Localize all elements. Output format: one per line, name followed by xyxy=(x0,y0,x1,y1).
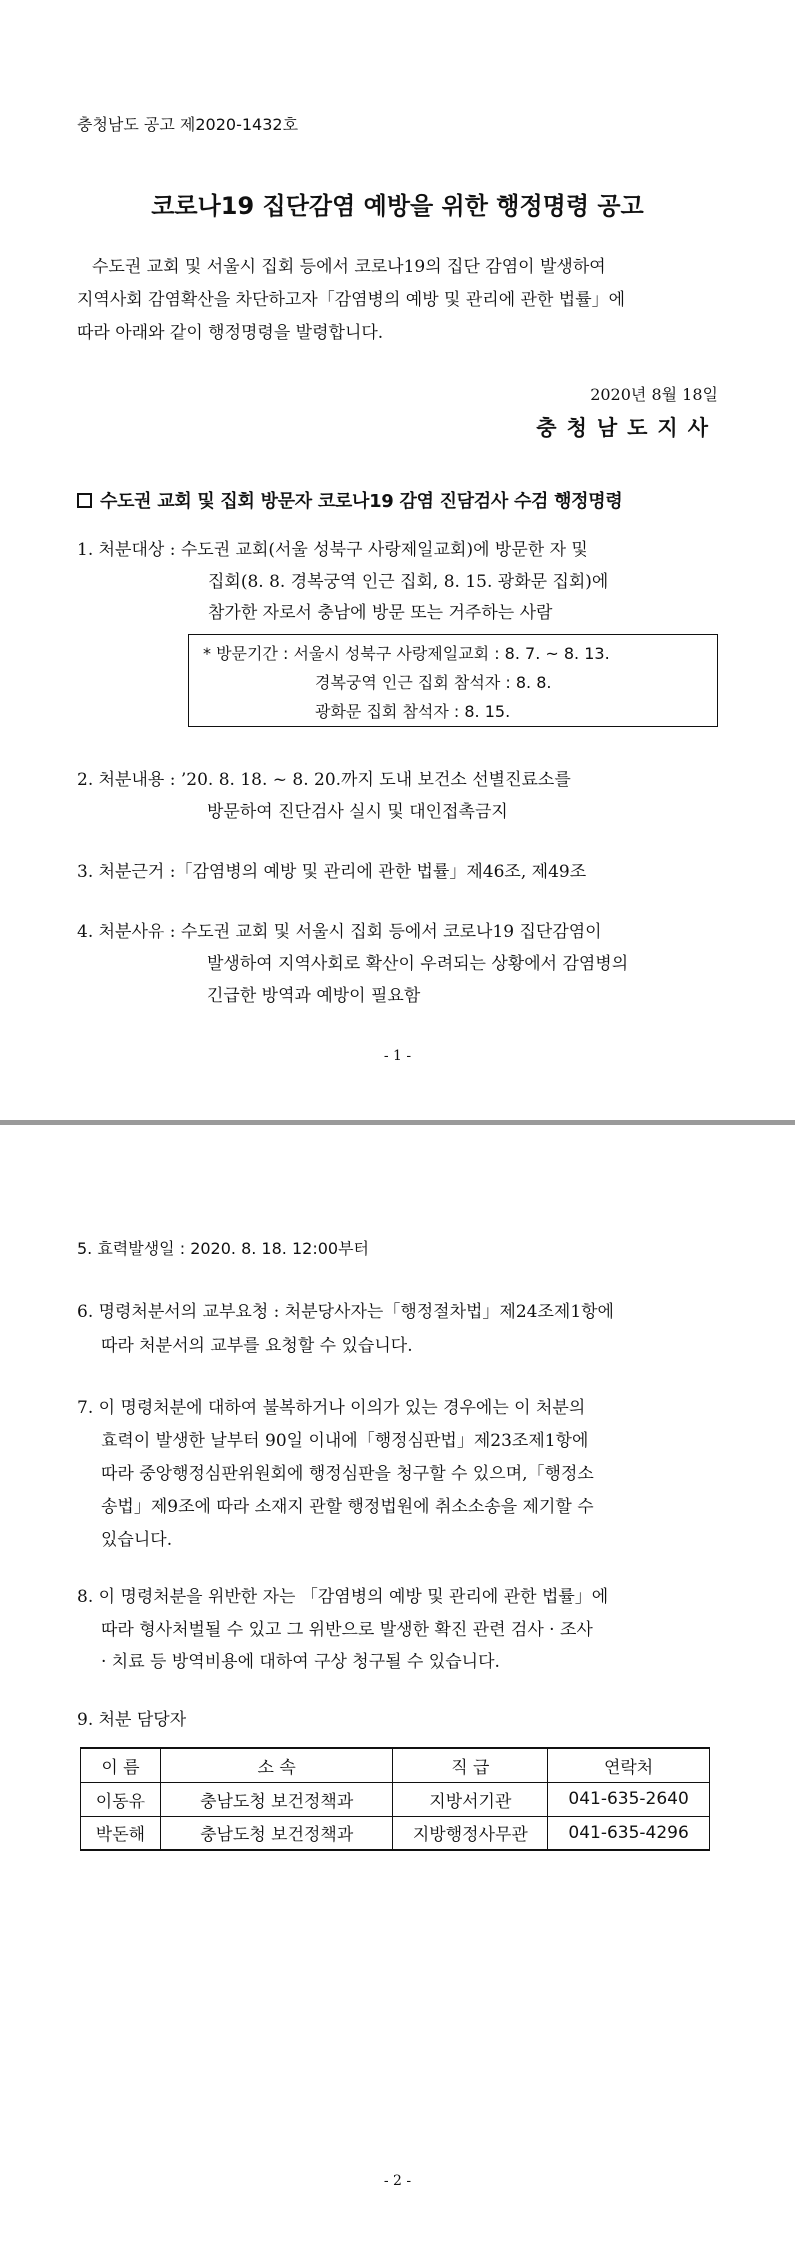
column-header-department: 소 속 xyxy=(160,1748,393,1782)
item-4-line: 발생하여 지역사회로 확산이 우려되는 상황에서 감염병의 xyxy=(207,954,629,974)
item-3-line: 3. 처분근거 :「감염병의 예방 및 관리에 관한 법률」제46조, 제49조 xyxy=(77,862,587,882)
cell-phone: 041-635-4296 xyxy=(548,1816,710,1850)
cell-department: 충남도청 보건정책과 xyxy=(160,1816,393,1850)
column-header-contact: 연락처 xyxy=(548,1748,710,1782)
item-7-line: 효력이 발생한 날부터 90일 이내에「행정심판법」제23조제1항에 xyxy=(101,1431,589,1451)
notice-number: 충청남도 공고 제2020-1432호 xyxy=(77,115,299,134)
cell-rank: 지방행정사무관 xyxy=(393,1816,548,1850)
table-row xyxy=(81,1782,710,1816)
item-4-line: 4. 처분사유 : 수도권 교회 및 서울시 집회 등에서 코로나19 집단감염이 xyxy=(77,922,602,942)
item-7-line: 따라 중앙행정심판위원회에 행정심판을 청구할 수 있으며,「행정소 xyxy=(101,1464,594,1484)
item-8-line: 따라 형사처벌될 수 있고 그 위반으로 발생한 확진 관련 검사 · 조사 xyxy=(101,1620,593,1640)
column-header-rank: 직 급 xyxy=(393,1748,548,1782)
item-6-line: 6. 명령처분서의 교부요청 : 처분당사자는「행정절차법」제24조제1항에 xyxy=(77,1302,614,1322)
section-heading-text: 수도권 교회 및 집회 방문자 코로나19 감염 진담검사 수검 행정명령 xyxy=(100,491,623,512)
period-line: 광화문 집회 참석자 : 8. 15. xyxy=(315,702,511,721)
item-1-line: 참가한 자로서 충남에 방문 또는 거주하는 사람 xyxy=(208,603,553,623)
intro-line: 따라 아래와 같이 행정명령을 발령합니다. xyxy=(77,323,384,343)
checkbox-square-icon xyxy=(77,493,92,508)
period-line: * 방문기간 : 서울시 성북구 사랑제일교회 : 8. 7. ~ 8. 13. xyxy=(203,644,610,663)
item-5-line: 5. 효력발생일 : 2020. 8. 18. 12:00부터 xyxy=(77,1239,369,1258)
item-9-line: 9. 처분 담당자 xyxy=(77,1710,187,1730)
page-number: - 1 - xyxy=(383,1048,412,1064)
cell-phone: 041-635-2640 xyxy=(548,1782,710,1816)
document-page-1 xyxy=(0,0,795,1120)
item-2-line: 2. 처분내용 : ’20. 8. 18. ~ 8. 20.까지 도내 보건소 선별진료소를 xyxy=(77,770,571,790)
page-number: - 2 - xyxy=(383,2173,412,2189)
issuer-name: 충청남도지사 xyxy=(536,416,718,440)
table-header-row xyxy=(81,1748,710,1782)
visit-period-box xyxy=(188,634,718,727)
item-1-line: 1. 처분대상 : 수도권 교회(서울 성북구 사랑제일교회)에 방문한 자 및 xyxy=(77,540,588,560)
period-line: 경복궁역 인근 집회 참석자 : 8. 8. xyxy=(315,673,552,692)
item-7-line: 7. 이 명령처분에 대하여 불복하거나 이의가 있는 경우에는 이 처분의 xyxy=(77,1398,586,1418)
item-8-line: 8. 이 명령처분을 위반한 자는 「감염병의 예방 및 관리에 관한 법률」에 xyxy=(77,1587,609,1607)
item-8-line: · 치료 등 방역비용에 대하여 구상 청구될 수 있습니다. xyxy=(101,1652,500,1672)
cell-name: 박돈해 xyxy=(81,1816,161,1850)
intro-line: 수도권 교회 및 서울시 집회 등에서 코로나19의 집단 감염이 발생하여 xyxy=(92,257,606,277)
item-6-line: 따라 처분서의 교부를 요청할 수 있습니다. xyxy=(101,1336,413,1356)
cell-department: 충남도청 보건정책과 xyxy=(160,1782,393,1816)
intro-line: 지역사회 감염확산을 차단하고자「감염병의 예방 및 관리에 관한 법률」에 xyxy=(77,290,626,310)
column-header-name: 이 름 xyxy=(81,1748,161,1782)
staff-contact-table xyxy=(80,1747,710,1851)
notice-date: 2020년 8월 18일 xyxy=(590,385,718,404)
section-heading xyxy=(77,487,622,513)
cell-rank: 지방서기관 xyxy=(393,1782,548,1816)
document-title: 코로나19 집단감염 예방을 위한 행정명령 공고 xyxy=(151,192,644,220)
table-row xyxy=(81,1816,710,1850)
document-page-2 xyxy=(0,1125,795,2245)
item-2-line: 방문하여 진단검사 실시 및 대인접촉금지 xyxy=(207,802,508,822)
item-7-line: 송법」제9조에 따라 소재지 관할 행정법원에 취소소송을 제기할 수 xyxy=(101,1497,594,1517)
item-7-line: 있습니다. xyxy=(101,1530,173,1550)
item-1-line: 집회(8. 8. 경복궁역 인근 집회, 8. 15. 광화문 집회)에 xyxy=(208,572,609,592)
cell-name: 이동유 xyxy=(81,1782,161,1816)
item-4-line: 긴급한 방역과 예방이 필요함 xyxy=(207,986,421,1006)
